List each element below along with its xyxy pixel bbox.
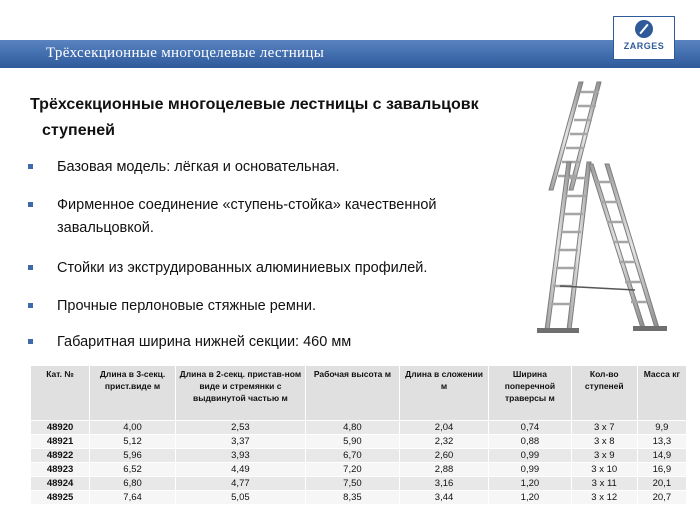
table-cell: 48922 [31,449,90,463]
feature-item [28,156,340,179]
table-cell: 3,93 [175,449,305,463]
table-cell: 14,9 [637,449,686,463]
column-header: Масса кг [637,366,686,421]
feature-item [28,194,490,240]
table-cell: 3 x 12 [571,491,637,505]
table-row [31,435,687,449]
feature-text: Стойки из экструдированных алюминиевых профилей. [57,260,428,276]
heading-line-2: ступеней [42,122,115,139]
bullet-marker-icon [28,164,33,169]
table-cell: 4,80 [305,421,399,435]
table-cell: 48925 [31,491,90,505]
table-cell: 7,50 [305,477,399,491]
feature-item [28,295,316,318]
table-cell: 20,1 [637,477,686,491]
table-cell: 3 x 10 [571,463,637,477]
table-row [31,421,687,435]
feature-text: Габаритная ширина нижней секции: 460 мм [57,334,352,350]
table-cell: 48924 [31,477,90,491]
table-row [31,449,687,463]
bullet-marker-icon [28,303,33,308]
table-row [31,491,687,505]
column-header: Кол-во ступеней [571,366,637,421]
ladder-back-foot [633,326,667,331]
table-cell: 1,20 [489,477,572,491]
table-cell: 4,49 [175,463,305,477]
table-cell: 4,00 [90,421,176,435]
table-cell: 4,77 [175,477,305,491]
column-header: Длина в 3-секц. прист.виде м [90,366,176,421]
table-cell: 0,88 [489,435,572,449]
table-cell: 2,04 [400,421,489,435]
table-cell: 2,32 [400,435,489,449]
table-cell: 3,37 [175,435,305,449]
header-title: Трёхсекционные многоцелевые лестницы [46,45,325,61]
table-cell: 2,53 [175,421,305,435]
table-cell: 3,44 [400,491,489,505]
table-cell: 7,64 [90,491,176,505]
table-row [31,463,687,477]
header-bar [0,40,700,68]
column-header: Рабочая высота м [305,366,399,421]
column-header: Длина в 2-секц. пристав-ном виде и стремянки с выдвинутой частью м [175,366,305,421]
feature-text: Прочные перлоновые стяжные ремни. [57,298,316,314]
table-cell: 0,74 [489,421,572,435]
table-cell: 1,20 [489,491,572,505]
table-cell: 3 x 7 [571,421,637,435]
logo-emblem-icon [635,20,653,38]
table-cell: 13,3 [637,435,686,449]
main-heading [30,92,495,144]
table-cell: 7,20 [305,463,399,477]
heading-line-1: Трёхсекционные многоцелевые лестницы с завальцовк [30,96,479,113]
bullet-marker-icon [28,339,33,344]
table-cell: 5,12 [90,435,176,449]
table-cell: 6,52 [90,463,176,477]
table-cell: 48921 [31,435,90,449]
table-cell: 5,96 [90,449,176,463]
table-cell: 48923 [31,463,90,477]
table-cell: 5,90 [305,435,399,449]
ladder-back-section [589,164,659,328]
zarges-logo [613,16,675,60]
column-header: Длина в сложении м [400,366,489,421]
feature-item [28,331,351,354]
ladder-illustration [515,78,675,340]
table-cell: 3 x 9 [571,449,637,463]
table-cell: 9,9 [637,421,686,435]
table-cell: 3,16 [400,477,489,491]
table-cell: 0,99 [489,463,572,477]
column-header: Кат. № [31,366,90,421]
table-cell: 3 x 11 [571,477,637,491]
table-cell: 0,99 [489,449,572,463]
table-cell: 3 x 8 [571,435,637,449]
table-cell: 6,70 [305,449,399,463]
column-header: Ширина поперечной траверсы м [489,366,572,421]
table-cell: 48920 [31,421,90,435]
table-header-row [31,366,687,421]
table-cell: 2,60 [400,449,489,463]
table-cell: 2,88 [400,463,489,477]
table-cell: 16,9 [637,463,686,477]
feature-text: Фирменное соединение «ступень-стойка» качественной завальцовкой. [57,197,437,236]
ladder-front-foot [537,328,579,333]
logo-text: ZARGES [623,41,665,51]
table-cell: 20,7 [637,491,686,505]
table-cell: 5,05 [175,491,305,505]
feature-item [28,257,427,280]
specs-table [31,366,687,504]
table-cell: 6,80 [90,477,176,491]
table-cell: 8,35 [305,491,399,505]
feature-text: Базовая модель: лёгкая и основательная. [57,159,340,175]
bullet-marker-icon [28,265,33,270]
ladder-strap [560,286,635,290]
table-row [31,477,687,491]
bullet-marker-icon [28,202,33,207]
